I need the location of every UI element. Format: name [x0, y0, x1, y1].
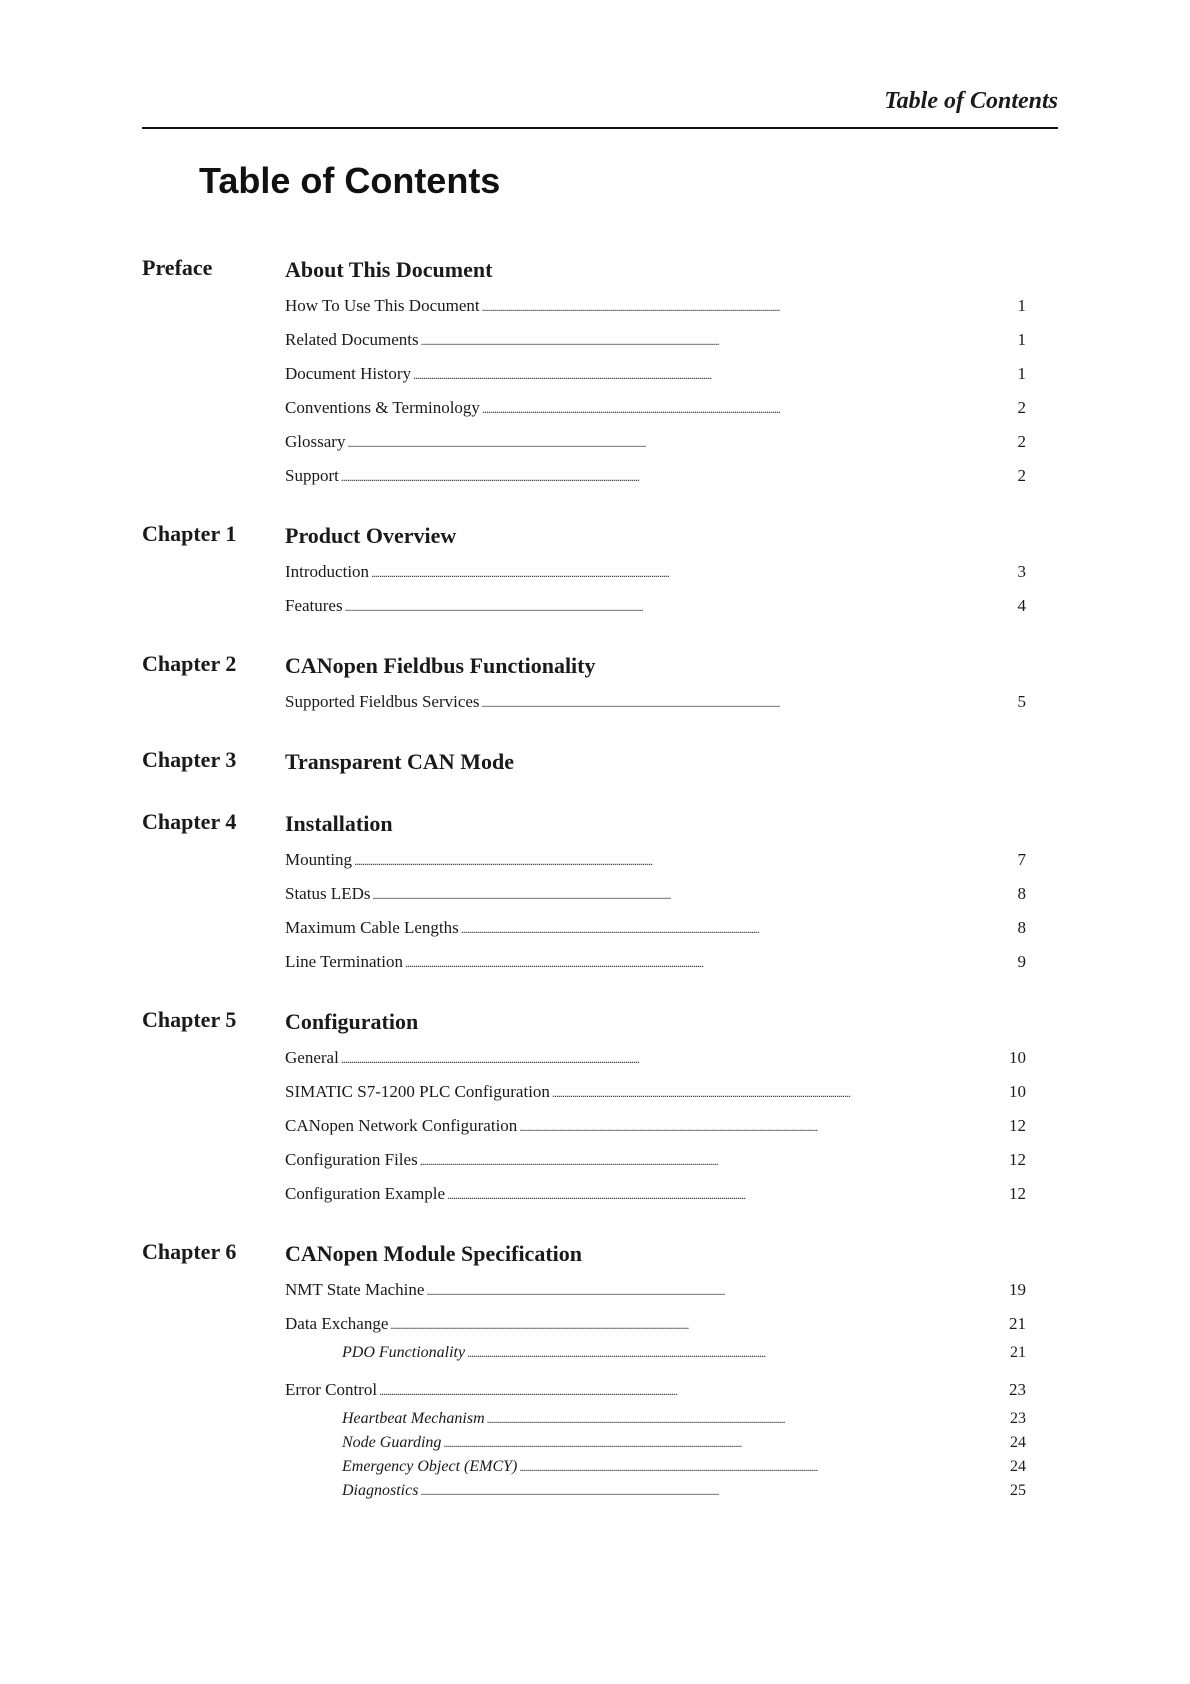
- chapter-entries: [285, 747, 1026, 781]
- toc-entry-label: Heartbeat Mechanism: [342, 1410, 485, 1427]
- dot-leader: [487, 1407, 1008, 1431]
- spacer: [285, 1503, 1026, 1511]
- chapter-entries: [285, 651, 1026, 719]
- chapter-label: Chapter 4: [142, 809, 237, 834]
- toc-section-preface: [142, 255, 1026, 493]
- toc-entry-label: Configuration Files: [285, 1150, 418, 1169]
- toc-page-number: 12: [1009, 1184, 1026, 1203]
- dot-leader: [347, 425, 1015, 460]
- header-divider: [142, 127, 1058, 129]
- toc-entry[interactable]: [285, 289, 1026, 323]
- toc-entry[interactable]: [285, 1373, 1026, 1407]
- toc-page-number: 9: [1017, 952, 1026, 971]
- toc-entry-label: Maximum Cable Lengths: [285, 918, 459, 937]
- toc-subentry[interactable]: [285, 1407, 1026, 1431]
- chapter-label: Chapter 1: [142, 521, 237, 546]
- toc-entry[interactable]: [285, 1143, 1026, 1177]
- toc-page-number: 1: [1017, 364, 1026, 383]
- dot-leader: [390, 1307, 1007, 1342]
- dot-leader: [372, 877, 1015, 912]
- toc-entry-label: Features: [285, 596, 343, 615]
- toc-entry[interactable]: [285, 391, 1026, 425]
- toc-subentry[interactable]: [285, 1455, 1026, 1479]
- dot-leader: [341, 1041, 1007, 1076]
- chapter-entries: [285, 1239, 1026, 1511]
- toc-entry[interactable]: [285, 1177, 1026, 1211]
- toc-entry[interactable]: [285, 425, 1026, 459]
- chapter-title[interactable]: CANopen Module Specification: [285, 1241, 582, 1266]
- toc-entry-label: Line Termination: [285, 952, 403, 971]
- toc-subentry[interactable]: [285, 1479, 1026, 1503]
- dot-leader: [426, 1273, 1007, 1308]
- toc-page-number: 25: [1010, 1482, 1026, 1499]
- toc-section-chapter-4: [142, 809, 1026, 979]
- toc-entry-label: Diagnostics: [342, 1482, 419, 1499]
- dot-leader: [443, 1431, 1008, 1455]
- chapter-title[interactable]: CANopen Fieldbus Functionality: [285, 653, 596, 678]
- dot-leader: [482, 289, 1016, 324]
- toc-entry-label: PDO Functionality: [342, 1344, 466, 1361]
- toc-section-chapter-1: [142, 521, 1026, 623]
- dot-leader: [405, 945, 1016, 980]
- dot-leader: [519, 1455, 1008, 1479]
- dot-leader: [552, 1075, 1007, 1110]
- toc-entry-label: Support: [285, 466, 339, 485]
- dot-leader: [379, 1373, 1007, 1408]
- toc-page-number: 21: [1009, 1314, 1026, 1333]
- toc-entry[interactable]: [285, 459, 1026, 493]
- chapter-label: Chapter 5: [142, 1007, 237, 1032]
- dot-leader: [420, 1143, 1007, 1178]
- toc-entry-label: Mounting: [285, 850, 353, 869]
- toc-entry-label: Status LEDs: [285, 884, 371, 903]
- toc-page-number: 12: [1009, 1150, 1026, 1169]
- dot-leader: [354, 843, 1015, 878]
- chapter-entries: [285, 255, 1026, 493]
- toc-section-chapter-6: [142, 1239, 1026, 1511]
- toc-page-number: 21: [1010, 1344, 1026, 1361]
- toc-entry[interactable]: [285, 685, 1026, 719]
- page-title: Table of Contents: [199, 160, 501, 201]
- dot-leader: [467, 1341, 1008, 1365]
- spacer: [285, 1365, 1026, 1373]
- toc-entry[interactable]: [285, 1307, 1026, 1341]
- toc-page-number: 2: [1017, 466, 1026, 485]
- toc-entry[interactable]: [285, 1041, 1026, 1075]
- running-header-title: Table of Contents: [884, 88, 1058, 114]
- chapter-title[interactable]: Configuration: [285, 1009, 419, 1034]
- toc-page-number: 3: [1017, 562, 1026, 581]
- toc-entry[interactable]: [285, 877, 1026, 911]
- toc-page-number: 2: [1017, 432, 1026, 451]
- toc-entry[interactable]: [285, 1273, 1026, 1307]
- chapter-label: Chapter 2: [142, 651, 237, 676]
- toc-entry[interactable]: [285, 911, 1026, 945]
- chapter-entries: [285, 1007, 1026, 1211]
- toc-entry-label: Error Control: [285, 1380, 378, 1399]
- toc-section-chapter-2: [142, 651, 1026, 719]
- chapter-label: Chapter 3: [142, 747, 237, 772]
- toc-entry-label: SIMATIC S7-1200 PLC Configuration: [285, 1082, 550, 1101]
- toc-entry[interactable]: [285, 1075, 1026, 1109]
- toc-entry-label: Introduction: [285, 562, 370, 581]
- chapter-label: Chapter 6: [142, 1239, 237, 1264]
- dot-leader: [447, 1177, 1007, 1212]
- toc-entry-label: Configuration Example: [285, 1184, 446, 1203]
- dot-leader: [482, 685, 1016, 720]
- toc-section-chapter-5: [142, 1007, 1026, 1211]
- chapter-title[interactable]: Transparent CAN Mode: [285, 749, 514, 774]
- chapter-title[interactable]: Installation: [285, 811, 393, 836]
- chapter-title[interactable]: Product Overview: [285, 523, 457, 548]
- toc-subentry[interactable]: [285, 1431, 1026, 1455]
- toc-page-number: 12: [1009, 1116, 1026, 1135]
- toc-page-number: 10: [1009, 1048, 1026, 1067]
- toc-entry-label: How To Use This Document: [285, 296, 480, 315]
- toc-page-number: 24: [1010, 1434, 1026, 1451]
- dot-leader: [345, 589, 1016, 624]
- toc-entry[interactable]: [285, 323, 1026, 357]
- toc-subentry[interactable]: [285, 1341, 1026, 1365]
- toc-entry[interactable]: [285, 1109, 1026, 1143]
- dot-leader: [420, 1479, 1008, 1503]
- toc-page-number: 24: [1010, 1458, 1026, 1475]
- chapter-entries: [285, 809, 1026, 979]
- toc-entry-label: NMT State Machine: [285, 1280, 425, 1299]
- toc-entry-label: CANopen Network Configuration: [285, 1116, 518, 1135]
- toc-entry[interactable]: [285, 843, 1026, 877]
- toc-entry-label: Emergency Object (EMCY): [342, 1458, 518, 1475]
- toc-section-chapter-3: [142, 747, 1026, 781]
- toc-page-number: 4: [1017, 596, 1026, 615]
- chapter-entries: [285, 521, 1026, 623]
- toc-entry-label: Conventions & Terminology: [285, 398, 480, 417]
- toc-page-number: 2: [1017, 398, 1026, 417]
- dot-leader: [421, 323, 1016, 358]
- toc-page-number: 1: [1017, 330, 1026, 349]
- dot-leader: [461, 911, 1016, 946]
- toc-entry-label: Supported Fieldbus Services: [285, 692, 480, 711]
- toc-page-number: 23: [1010, 1410, 1026, 1427]
- toc-entry-label: Data Exchange: [285, 1314, 389, 1333]
- dot-leader: [341, 459, 1016, 494]
- toc-page-number: 8: [1017, 884, 1026, 903]
- toc-page-number: 5: [1017, 692, 1026, 711]
- dot-leader: [482, 391, 1016, 426]
- toc-page-number: 19: [1009, 1280, 1026, 1299]
- toc-entry-label: Document History: [285, 364, 412, 383]
- toc-entry-label: Glossary: [285, 432, 346, 451]
- chapter-label: Preface: [142, 255, 213, 280]
- toc-page-number: 8: [1017, 918, 1026, 937]
- dot-leader: [519, 1109, 1007, 1144]
- chapter-title[interactable]: About This Document: [285, 257, 493, 282]
- toc-page-number: 10: [1009, 1082, 1026, 1101]
- table-of-contents: [142, 255, 1026, 1539]
- toc-entry[interactable]: [285, 357, 1026, 391]
- toc-entry-label: Related Documents: [285, 330, 419, 349]
- toc-entry[interactable]: [285, 555, 1026, 589]
- toc-entry[interactable]: [285, 945, 1026, 979]
- toc-page-number: 23: [1009, 1380, 1026, 1399]
- toc-page-number: 1: [1017, 296, 1026, 315]
- toc-entry[interactable]: [285, 589, 1026, 623]
- dot-leader: [413, 357, 1015, 392]
- toc-page-number: 7: [1017, 850, 1026, 869]
- dot-leader: [371, 555, 1015, 590]
- toc-entry-label: Node Guarding: [342, 1434, 442, 1451]
- toc-entry-label: General: [285, 1048, 339, 1067]
